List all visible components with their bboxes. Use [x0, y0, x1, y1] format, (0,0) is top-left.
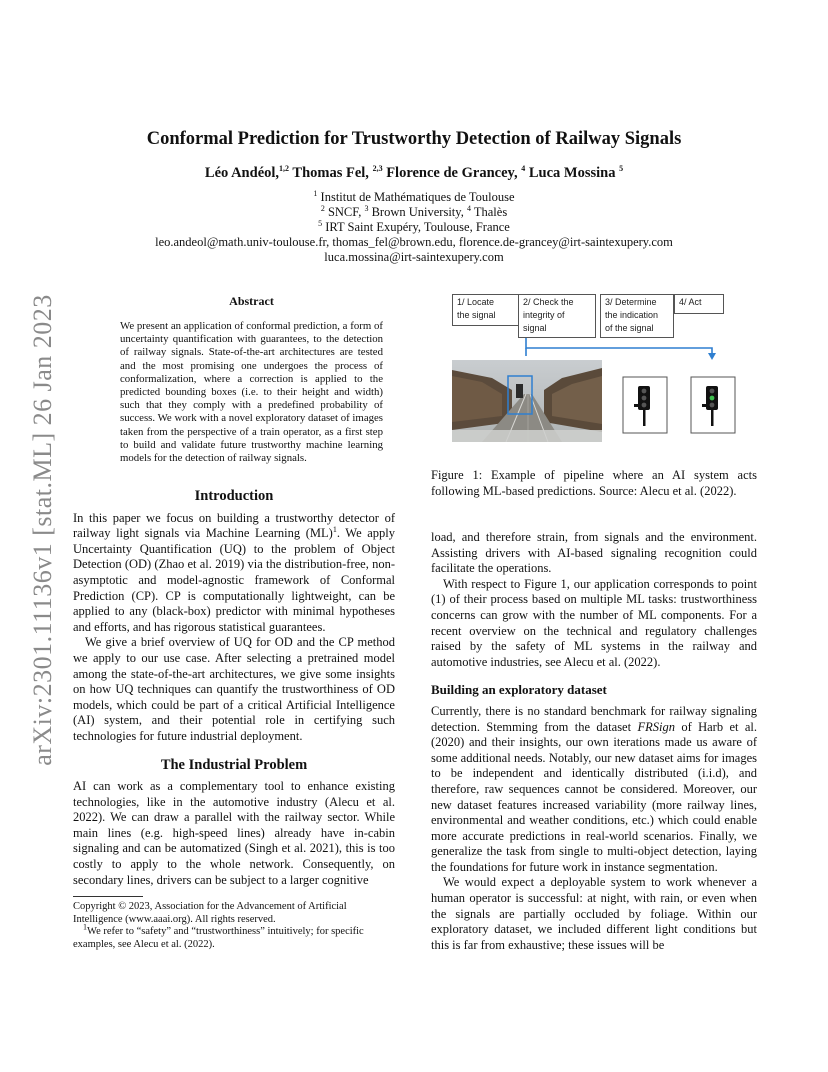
footnote-1	[73, 922, 395, 951]
author-sup: 1,2	[279, 164, 290, 174]
paragraph: With respect to Figure 1, our application corresponds to point (1) of their process based on multiple ML tasks: trustworthiness concerns can grow with the number of ML components. For a recent overview on the technical and regulatory challenges raised by the safety of ML systems in the railway and automotive industries, see Alecu et al. (2022).	[431, 576, 757, 669]
step-text: the indication	[605, 310, 659, 320]
affil-sup: 4	[466, 203, 471, 213]
affiliation-line	[0, 205, 828, 221]
figure-caption: Figure 1: Example of pipeline where an AI system acts following ML-based predictions. Source: Alecu et al. (2022).	[431, 468, 757, 498]
abstract-text: We present an application of conformal prediction, a form of uncertainty quantification with guarantees, to the detection of railway signals. State-of-the-art architectures are tested and the most promising one undergoes the process of conformalization, where a correction is applied to the predicted bounding boxes (i.e. to their height and width) such that they comply with a predefined probability of success. We work with a novel exploratory dataset of images taken from the perspective of a train operator, as a first step to build and validate future trustworthy machine learning models for the detection of railway signals.	[120, 320, 383, 465]
author-name: Florence de Grancey,	[382, 165, 522, 181]
step-text: 1/ Locate	[457, 297, 495, 307]
step-text: 2/ Check the	[523, 297, 574, 307]
author-name: Luca Mossina	[525, 165, 620, 181]
step-text: 3/ Determine	[605, 297, 657, 307]
signal-icon	[622, 376, 668, 434]
affiliation-line	[0, 190, 828, 206]
author-sup: 5	[619, 164, 624, 174]
paragraph: We would expect a deployable system to work whenever a human operator is successful: at night, with rain, or even when the signals are partially occluded by foliage. Within our exploratory dataset, we included different light conditions but this is far from exhaustive; these issues will be	[431, 875, 757, 952]
step-text: 4/ Act	[679, 297, 702, 307]
figure-1	[446, 290, 736, 442]
paragraph-text: of Harb et al. (2020) and their insights, our own iterations made us aware of some additional needs. Notably, our new dataset aims for images to be independent and identically distributed (i.i.d), and therefore, raw sequences cannot be considered. Moreover, our new dataset features increased variability (more railway lines, environmental and weather conditions, etc.) which could enable more accurate predictions in real-world scenarios. Finally, we generalize the task from single to multi-object detection, laying the foundations for future work in instance segmentation.	[431, 719, 757, 874]
step-text: the signal	[457, 310, 496, 320]
affil-sup: 3	[364, 203, 369, 213]
paragraph	[73, 511, 395, 636]
section-heading-industrial-problem: The Industrial Problem	[160, 756, 308, 773]
footnote-rule	[73, 896, 143, 897]
author-name: Léo Andéol,	[204, 165, 280, 181]
paragraph-text: In this paper we focus on building a trustworthy detector of railway light signals via Machine Learning (ML)	[73, 510, 395, 541]
footnote-marker: 1	[83, 922, 87, 932]
arrow-line	[526, 338, 712, 354]
right-column	[431, 530, 757, 953]
subsection-heading-dataset: Building an exploratory dataset	[431, 682, 607, 698]
arrow-head	[708, 353, 716, 360]
affil-sup: 2	[320, 203, 325, 213]
arxiv-id: arXiv:2301.11136v1 [stat.ML] 26 Jan 2023	[28, 294, 57, 766]
paragraph-text: Currently, there is no standard benchmark for railway signaling detection. Stemming from the dataset	[431, 703, 757, 734]
pipeline-step-locate	[452, 294, 520, 326]
affiliation-line	[0, 220, 828, 236]
pipeline-step-check	[518, 294, 596, 338]
affil-sup: 1	[313, 188, 318, 198]
paragraph: We give a brief overview of UQ for OD and the CP method we apply to our use case. After selecting a pretrained model among the state-of-the-art architectures, we give some insights on how UQ techniques can quantify the trustworthiness of OD models, which could be part of a critical Artificial Intelligence (AI) system, and their potential role in certifying such technologies for future industrial deployment.	[73, 635, 395, 743]
section-heading-introduction: Introduction	[194, 488, 274, 504]
affil-text: Institut de Mathématiques de Toulouse	[317, 190, 515, 204]
footnote-text: We refer to “safety” and “trustworthiness” intuitively; for specific examples, see Alecu et al. (2022).	[73, 926, 364, 950]
footnote-ref: 1	[332, 525, 337, 535]
pipeline-step-act	[674, 294, 724, 314]
paragraph: AI can work as a complementary tool to enhance existing technologies, like in the automotive industry (Alecu et al. 2022). We can draw a parallel with the railway sector. While main lines (e.g. high-speed lines) already have in-cabin signaling and can be automatized (Singh et al. 2021), this is too costly to apply to the whole network. Consequently, on secondary lines, drivers can be subject to a larger cognitive	[73, 779, 395, 887]
arxiv-sidebar-stamp	[28, 280, 58, 780]
step-text: signal	[523, 323, 547, 333]
signal-icon	[690, 376, 736, 434]
author-emails: luca.mossina@irt-saintexupery.com	[324, 250, 504, 264]
pipeline-step-determine	[600, 294, 674, 338]
paragraph-text: . We apply Uncertainty Quantification (UQ) to the problem of Object Detection (OD) (Zhao et al. 2019) via the distribution-free, non-asymptotic and model-agnostic framework of Conformal Prediction (CP). CP is computationally lightweight, can be applied to any (black-box) predictor with minimal hypotheses and efforts, and has rigorous statistical guarantees.	[73, 526, 395, 634]
affil-text: Brown University,	[368, 205, 467, 219]
step-text: of the signal	[605, 323, 654, 333]
footnotes	[73, 901, 395, 951]
affil-text: IRT Saint Exupéry, Toulouse, France	[322, 220, 510, 234]
paper-title: Conformal Prediction for Trustworthy Detection of Railway Signals	[146, 129, 682, 149]
author-emails: leo.andeol@math.univ-toulouse.fr, thomas_fel@brown.edu, florence.de-grancey@irt-saintexupery.com	[155, 235, 673, 249]
paragraph	[431, 704, 757, 876]
copyright-notice: Copyright © 2023, Association for the Advancement of Artificial Intelligence (www.aaai.org). All rights reserved.	[73, 901, 347, 925]
dataset-name: FRSign	[637, 719, 675, 734]
affil-sup: 5	[318, 218, 323, 228]
step-text: integrity of	[523, 310, 565, 320]
affil-text: Thalès	[470, 205, 508, 219]
abstract-heading: Abstract	[229, 294, 274, 308]
author-list	[0, 165, 828, 182]
affil-text: SNCF,	[324, 205, 365, 219]
left-column	[73, 489, 395, 888]
paragraph: load, and therefore strain, from signals and the environment. Assisting drivers with AI-based signaling recognition could facilitate the operations.	[431, 530, 757, 576]
author-sup: 4	[521, 164, 526, 174]
railway-photo	[452, 360, 602, 442]
author-name: Thomas Fel,	[289, 165, 373, 181]
author-sup: 2,3	[372, 164, 383, 174]
